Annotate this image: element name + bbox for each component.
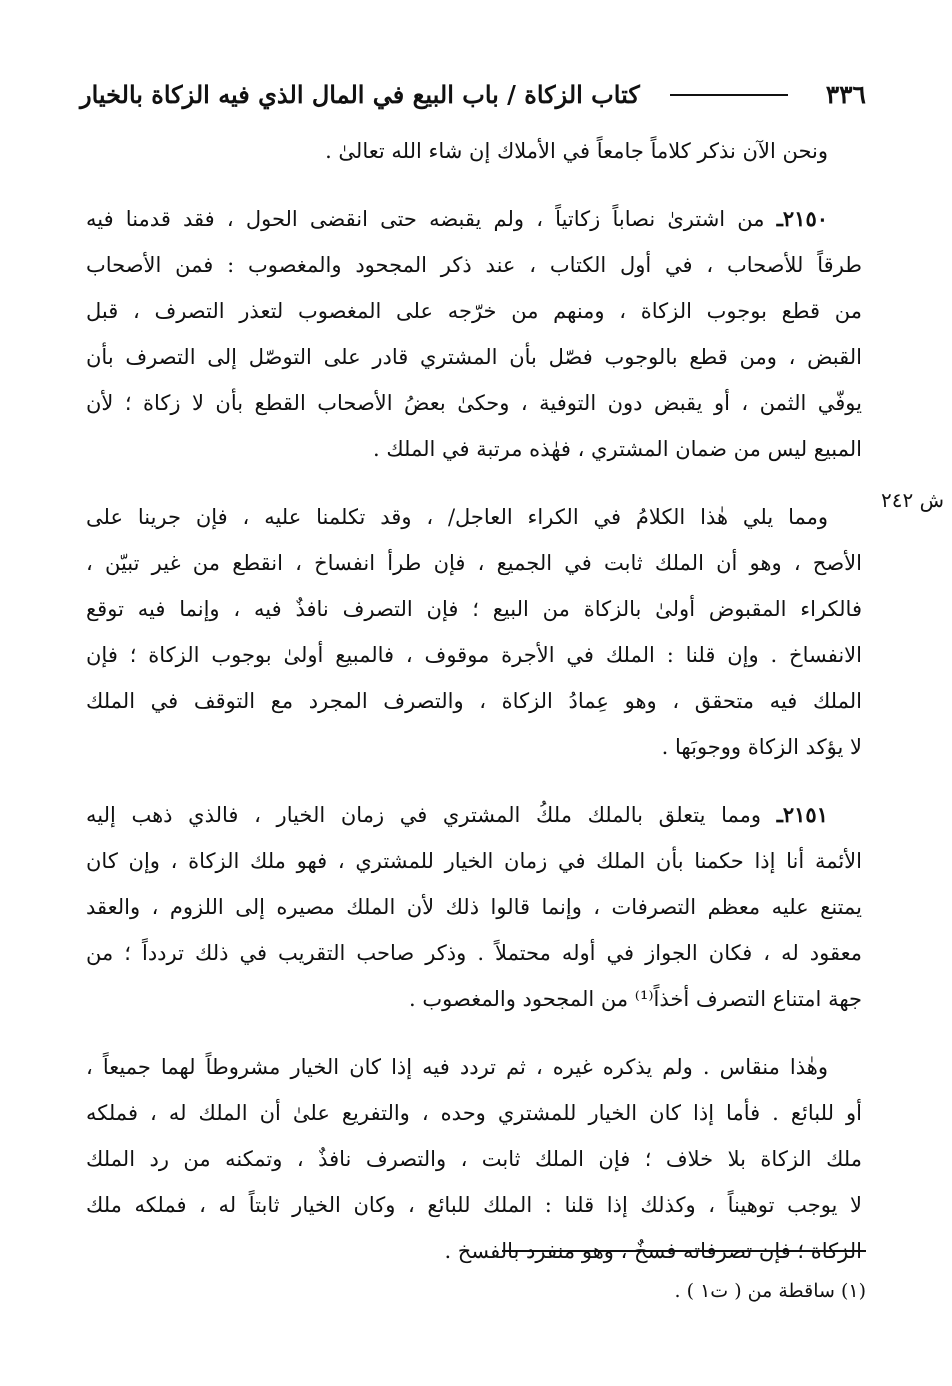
text-line: الانفساخ . وإن قلنا : الملك في الأجرة موقوف ، فالمبيع أولىٰ بوجوب الزكاة ؛ فإن — [86, 643, 862, 667]
header-rule — [670, 94, 788, 96]
margin-note: ش ٢٤٢ — [880, 488, 944, 512]
text-line: لا يوجب توهيناً ، وكذلك إذا قلنا : الملك للبائع ، وكان الخيار ثابتاً له ، فملكه ملك — [86, 1193, 862, 1217]
text-line — [86, 792, 828, 838]
footnote-rule — [502, 1250, 866, 1252]
text-line: طرقاً للأصحاب ، في أول الكتاب ، عند ذكر المجحود والمغصوب : فمن الأصحاب — [86, 253, 862, 277]
paragraph-munqas — [86, 1044, 862, 1274]
text-line: من قطع بوجوب الزكاة ، ومنهم من خرّجه على المغصوب لتعذر التصرف ، قبل — [86, 299, 862, 323]
footnote: (١) ساقطة من ( ت١ ) . — [674, 1280, 866, 1302]
text-line: يمتنع عليه معظم التصرفات ، وإنما قالوا ذلك لأن الملك مصيره إلى اللزوم ، والعقد — [86, 895, 862, 919]
line-text: ومما يتعلق بالملك ملكُ المشتري في زمان الخيار ، فالذي ذهب إليه — [86, 803, 762, 827]
text-line — [86, 196, 828, 242]
text-line: الأئمة أنا إذا حكمنا بأن الملك في زمان الخيار للمشتري ، فهو ملك الزكاة ، وإن كان — [86, 849, 862, 873]
text-line: ونحن الآن نذكر كلاماً جامعاً في الأملاك إن شاء الله تعالىٰ . — [325, 139, 828, 163]
text-line: جهة امتناع التصرف أخذاً⁽¹⁾ من المجحود والمغصوب . — [409, 987, 862, 1011]
text-line: ومما يلي هٰذا الكلامُ في الكراء العاجل/ ، وقد تكلمنا عليه ، فإن جرينا على — [86, 505, 828, 529]
page-header — [80, 78, 866, 120]
text-line: المبيع ليس من ضمان المشتري ، فهٰذه مرتبة في الملك . — [372, 437, 862, 461]
text-line: لا يؤكد الزكاة ووجوبَها . — [661, 735, 862, 759]
text-line: الملك فيه متحقق ، وهو عِمادُ الزكاة ، والتصرف المجرد مع التوقف في الملك — [86, 689, 862, 713]
text-line: أو للبائع . فأما إذا كان الخيار للمشتري وحده ، والتفريع علىٰ أن الملك له ، فملكه — [86, 1101, 862, 1125]
paragraph-2151 — [86, 792, 862, 1022]
paragraph-2150 — [86, 196, 862, 472]
text-line: فالكراء المقبوض أولىٰ بالزكاة من البيع ؛ فإن التصرف نافذٌ فيه ، وإنما فيه توقع — [86, 597, 862, 621]
text-line: الزكاة ؛ فإن تصرفاته فسخٌ ، وهو منفرد بالفسخ . — [444, 1239, 862, 1263]
paragraph-intro — [86, 128, 862, 174]
paragraph-number: ٢١٥١ـ — [776, 802, 828, 827]
text-line: ملك الزكاة بلا خلاف ؛ فإن الملك ثابت ، والتصرف نافذٌ ، وتمكنه من رد الملك — [86, 1147, 862, 1171]
text-line: وهٰذا منقاس . ولم يذكره غيره ، ثم تردد فيه إذا كان الخيار مشروطاً لهما جميعاً ، — [86, 1055, 828, 1079]
line-text: من اشترىٰ نصاباً زكاتياً ، ولم يقبضه حتى انقضى الحول ، فقد قدمنا فيه — [86, 207, 765, 231]
paragraph-number: ٢١٥٠ـ — [776, 206, 828, 231]
text-line: الأصح ، وهو أن الملك ثابت في الجميع ، فإن طرأ انفساخ ، انقطع من غير تبيّن ، — [86, 551, 862, 575]
paragraph-kira — [86, 494, 862, 770]
text-line: يوفّي الثمن ، أو يقبض دون التوفية ، وحكىٰ بعضُ الأصحاب القطع بأن لا زكاة ؛ لأن — [86, 391, 862, 415]
main-text — [86, 128, 862, 1296]
text-line: معقود له ، فكان الجواز في أوله محتملاً . وذكر صاحب التقريب في ذلك تردداً ؛ من — [86, 941, 862, 965]
running-title: كتاب الزكاة / باب البيع في المال الذي فيه الزكاة بالخيار — [80, 80, 640, 109]
text-line: القبض ، ومن قطع بالوجوب فصّل بأن المشتري قادر على التوصّل إلى التصرف بأن — [86, 345, 862, 369]
page-number: ٣٣٦ — [825, 80, 866, 109]
